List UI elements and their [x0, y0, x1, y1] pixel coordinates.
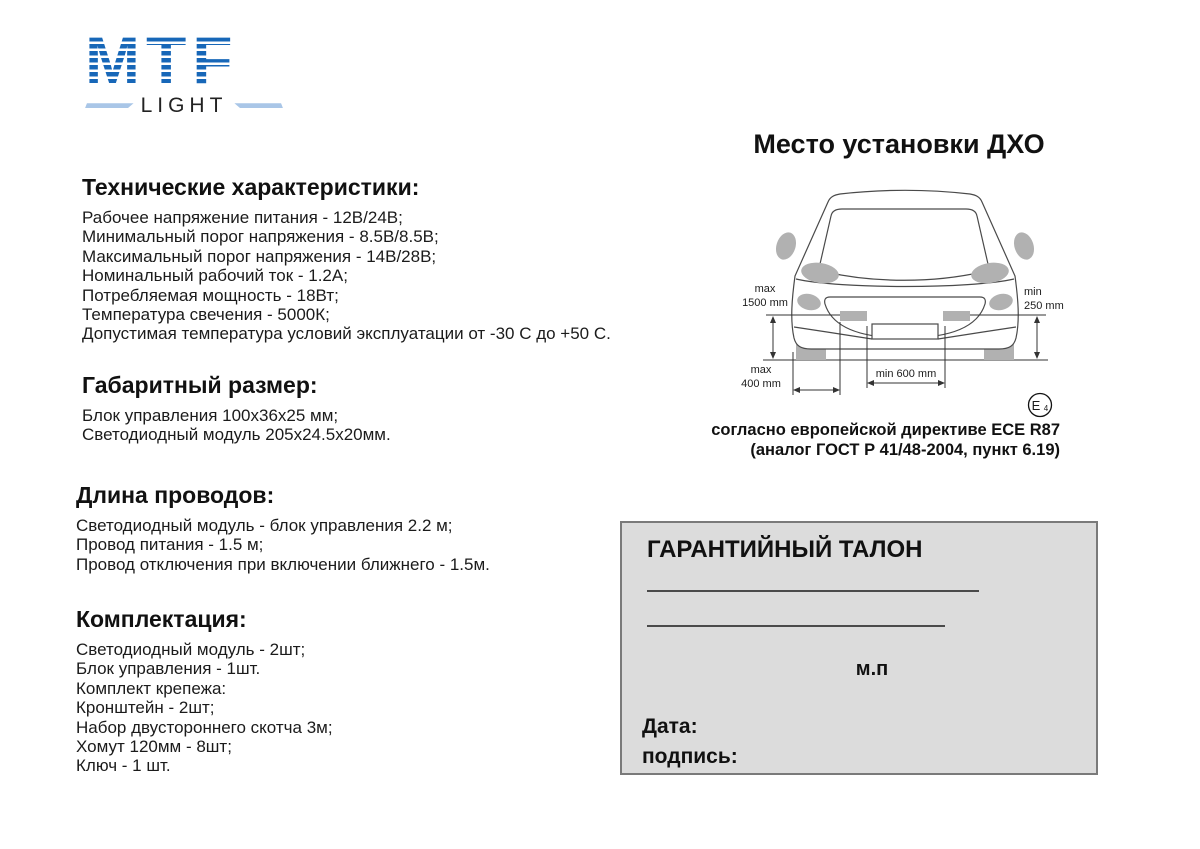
- license-plate: [872, 324, 938, 339]
- section-dimensions-title: Габаритный размер:: [82, 372, 318, 398]
- spec-line: Номинальный рабочий ток - 1.2А;: [82, 266, 348, 286]
- spec-line: Рабочее напряжение питания - 12В/24В;: [82, 208, 403, 227]
- mtf-logo: [85, 23, 283, 118]
- right-mirror: [1011, 230, 1038, 263]
- directive-note: [688, 420, 1060, 460]
- logo-left-bar: [85, 103, 134, 108]
- min-height-label: min: [1024, 286, 1042, 298]
- warranty-stamp-placeholder: м.п: [855, 658, 889, 680]
- min-height-value: 250 mm: [1024, 300, 1064, 312]
- arrow-head: [833, 387, 840, 393]
- mtf-logo-subtitle-row: [85, 94, 283, 118]
- package-line: Комплект крепежа:: [76, 678, 227, 698]
- arrow-head: [938, 380, 945, 386]
- spec-line: Минимальный порог напряжения - 8.5В/8.5В;: [82, 227, 439, 247]
- wire-line: Провод отключения при включении ближнего - 1.5м.: [76, 554, 490, 574]
- arrow-head: [793, 387, 800, 393]
- warranty-signature-label: подпись:: [642, 745, 738, 768]
- spec-line: Потребляемая мощность - 18Вт;: [82, 285, 339, 305]
- directive-line-2: (аналог ГОСТ Р 41/48-2004, пункт 6.19): [750, 441, 1060, 459]
- spec-line: Допустимая температура условий эксплуатации от -30 С до +50 С.: [82, 324, 611, 344]
- arrow-head: [1034, 316, 1040, 323]
- package-line: Кронштейн - 2шт;: [76, 698, 215, 718]
- car-installation-diagram: [730, 180, 1075, 430]
- section-package: [76, 606, 333, 776]
- mtf-logo-text: MTF: [85, 30, 283, 91]
- package-line: Светодиодный модуль - 2шт;: [76, 640, 306, 659]
- e4-letter: E: [1031, 398, 1041, 413]
- mtf-logo-subtitle: LIGHT: [140, 93, 228, 117]
- right-drl-module: [943, 311, 970, 321]
- section-specs: [82, 174, 611, 344]
- wire-line: Провод питания - 1.5 м;: [76, 535, 264, 555]
- warranty-date-label: Дата:: [642, 715, 698, 738]
- package-line: Хомут 120мм - 8шт;: [76, 737, 232, 757]
- dimension-line: Светодиодный модуль 205х24.5х20мм.: [82, 425, 391, 445]
- arrow-head: [1034, 352, 1040, 359]
- arrow-head: [770, 352, 776, 359]
- section-dimensions: [82, 372, 391, 445]
- section-wires: [76, 482, 490, 574]
- max-offset-value: 400 mm: [741, 378, 781, 390]
- package-line: Блок управления - 1шт.: [76, 659, 261, 679]
- arrow-head: [770, 316, 776, 323]
- package-line: Набор двустороннего скотча 3м;: [76, 717, 333, 737]
- section-specs-title: Технические характеристики:: [82, 174, 420, 200]
- left-mirror: [773, 230, 800, 263]
- e4-number: 4: [1043, 404, 1049, 413]
- warranty-card: [620, 521, 1098, 775]
- max-height-label: max: [754, 283, 776, 295]
- logo-right-bar: [234, 103, 283, 108]
- arrow-head: [867, 380, 874, 386]
- warranty-blank-line-2: [647, 625, 945, 627]
- dimension-line: Блок управления 100х36х25 мм;: [82, 406, 339, 425]
- warranty-title: ГАРАНТИЙНЫЙ ТАЛОН: [647, 536, 923, 563]
- section-wires-title: Длина проводов:: [76, 482, 275, 508]
- min-gap-value: min 600 mm: [875, 368, 937, 380]
- wire-line: Светодиодный модуль - блок управления 2.2 м;: [76, 516, 453, 535]
- left-drl-module: [840, 311, 867, 321]
- warranty-blank-line-1: [647, 590, 979, 592]
- max-offset-label: max: [750, 364, 772, 376]
- package-line: Ключ - 1 шт.: [76, 756, 171, 776]
- directive-line-1: согласно европейской директиве ECE R87: [711, 421, 1060, 439]
- car-front-view-drawing: [730, 180, 1075, 425]
- max-height-value: 1500 mm: [742, 297, 788, 309]
- section-package-title: Комплектация:: [76, 606, 247, 632]
- spec-line: Температура свечения - 5000К;: [82, 305, 330, 325]
- install-title: Место установки ДХО: [753, 129, 1045, 159]
- spec-line: Максимальный порог напряжения - 14В/28В;: [82, 246, 437, 266]
